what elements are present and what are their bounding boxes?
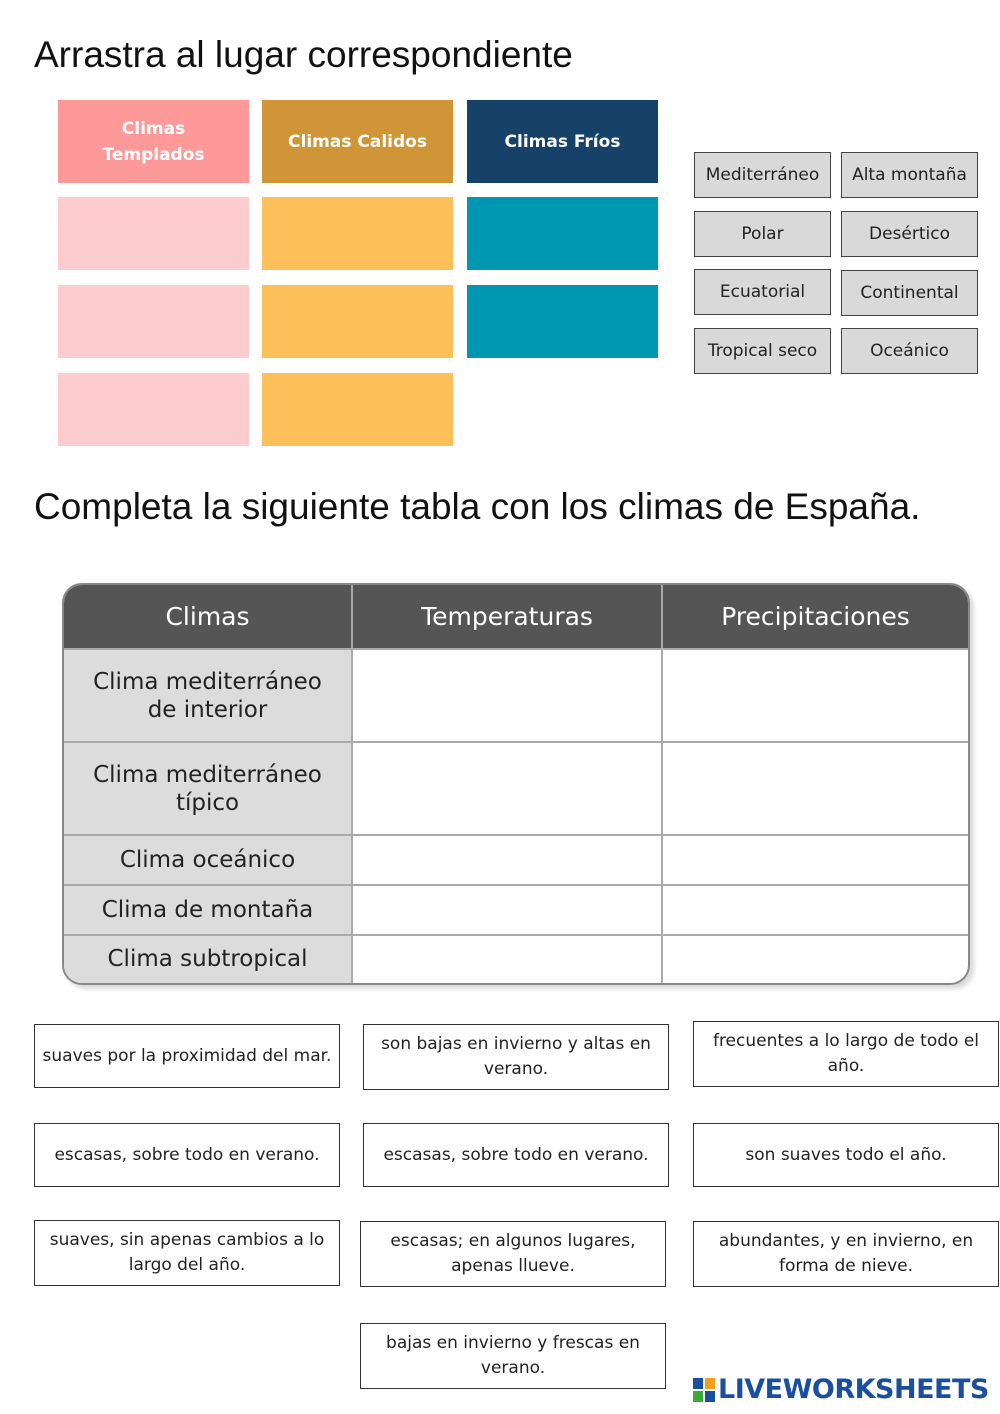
category-header-calidos: Climas Calidos [262,100,453,183]
drag-answer-9[interactable]: abundantes, y en invierno, en forma de nieve. [693,1221,999,1287]
drag-chip-tropical-seco[interactable]: Tropical seco [694,328,831,374]
table-row [64,935,968,983]
drop-cell-precipitaciones[interactable] [662,742,968,835]
section-title-drag: Arrastra al lugar correspondiente [34,34,573,75]
row-label: Clima mediterráneo de interior [64,649,352,742]
table-header-row [64,585,968,649]
row-label: Clima de montaña [64,885,352,935]
drag-answer-6[interactable]: son suaves todo el año. [693,1123,999,1187]
drag-answer-10[interactable]: bajas en invierno y frescas en verano. [360,1323,666,1389]
drop-slot-calidos-2[interactable] [262,285,453,358]
drop-slot-templados-2[interactable] [58,285,249,358]
drag-answer-2[interactable]: son bajas en invierno y altas en verano. [363,1024,669,1090]
category-header-frios: Climas Fríos [467,100,658,183]
drop-cell-precipitaciones[interactable] [662,935,968,983]
liveworksheets-logo-icon [693,1378,715,1402]
drag-chip-mediterraneo[interactable]: Mediterráneo [694,152,831,198]
drop-slot-templados-1[interactable] [58,197,249,270]
climate-table [62,583,970,985]
drag-answer-5[interactable]: escasas, sobre todo en verano. [363,1123,669,1187]
drag-chip-desertico[interactable]: Desértico [841,211,978,257]
drop-slot-frios-2[interactable] [467,285,658,358]
drag-chip-polar[interactable]: Polar [694,211,831,257]
drag-chip-oceanico[interactable]: Oceánico [841,328,978,374]
row-label: Clima mediterráneo típico [64,742,352,835]
row-label: Clima oceánico [64,835,352,885]
drop-slot-calidos-3[interactable] [262,373,453,446]
table-row [64,742,968,835]
drop-cell-precipitaciones[interactable] [662,649,968,742]
header-temperaturas: Temperaturas [352,585,662,649]
drop-cell-temperaturas[interactable] [352,885,662,935]
drop-cell-precipitaciones[interactable] [662,885,968,935]
drop-cell-temperaturas[interactable] [352,935,662,983]
drag-answer-3[interactable]: frecuentes a lo largo de todo el año. [693,1021,999,1087]
drag-chip-continental[interactable]: Continental [841,270,978,316]
drop-cell-precipitaciones[interactable] [662,835,968,885]
drop-slot-calidos-1[interactable] [262,197,453,270]
drag-answer-7[interactable]: suaves, sin apenas cambios a lo largo del año. [34,1220,340,1286]
drop-cell-temperaturas[interactable] [352,649,662,742]
drop-cell-temperaturas[interactable] [352,742,662,835]
drag-chip-alta-montana[interactable]: Alta montaña [841,152,978,198]
category-header-templados: Climas Templados [58,100,249,183]
section-title-table: Completa la siguiente tabla con los climas de España. [34,486,921,527]
table-row [64,649,968,742]
row-label: Clima subtropical [64,935,352,983]
drop-slot-templados-3[interactable] [58,373,249,446]
drag-chip-ecuatorial[interactable]: Ecuatorial [694,269,831,315]
table-row [64,835,968,885]
drag-answer-4[interactable]: escasas, sobre todo en verano. [34,1123,340,1187]
drag-answer-8[interactable]: escasas; en algunos lugares, apenas llueve. [360,1221,666,1287]
drop-cell-temperaturas[interactable] [352,835,662,885]
header-precipitaciones: Precipitaciones [662,585,968,649]
table-row [64,885,968,935]
liveworksheets-logo [693,1374,989,1405]
header-climas: Climas [64,585,352,649]
drop-slot-frios-1[interactable] [467,197,658,270]
logo-text: LIVEWORKSHEETS [718,1374,989,1405]
drag-answer-1[interactable]: suaves por la proximidad del mar. [34,1024,340,1088]
